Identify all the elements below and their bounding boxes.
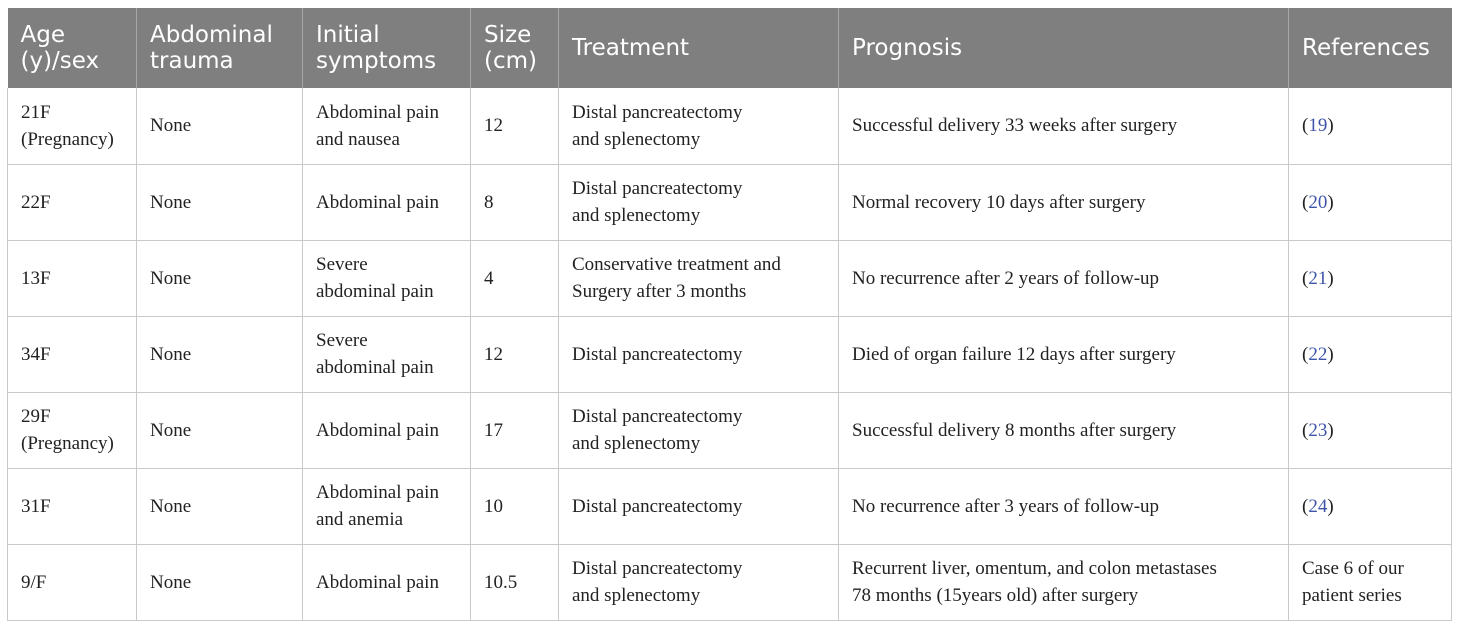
cell-initial-symptoms: Abdominal pain and nausea	[303, 88, 471, 164]
table-row	[8, 544, 1452, 620]
header-initial-symptoms: Initial symptoms	[303, 8, 471, 88]
cell-initial-symptoms: Abdominal pain	[303, 544, 471, 620]
table-header	[8, 8, 1452, 88]
cell-age-sex: 29F (Pregnancy)	[8, 392, 137, 468]
reference-link[interactable]: 20	[1308, 191, 1328, 213]
paren-open: (	[1302, 343, 1309, 365]
cell-size: 17	[471, 392, 559, 468]
reference-link[interactable]: 21	[1308, 267, 1328, 289]
cell-size: 10	[471, 468, 559, 544]
paren-close: )	[1327, 343, 1334, 365]
table-body	[8, 88, 1452, 620]
cell-age-sex: 34F	[8, 316, 137, 392]
cell-prognosis: No recurrence after 2 years of follow-up	[839, 240, 1289, 316]
table-row	[8, 88, 1452, 164]
cell-prognosis: Successful delivery 33 weeks after surgery	[839, 88, 1289, 164]
cell-prognosis: Recurrent liver, omentum, and colon metastases 78 months (15years old) after surgery	[839, 544, 1289, 620]
cell-abdominal-trauma: None	[137, 240, 303, 316]
table-row	[8, 468, 1452, 544]
reference-link[interactable]: 22	[1308, 343, 1328, 365]
cell-size: 10.5	[471, 544, 559, 620]
cell-references	[1289, 392, 1452, 468]
cell-abdominal-trauma: None	[137, 544, 303, 620]
cell-abdominal-trauma: None	[137, 392, 303, 468]
case-table	[7, 8, 1452, 621]
cell-size: 4	[471, 240, 559, 316]
cell-references	[1289, 468, 1452, 544]
cell-treatment: Conservative treatment and Surgery after 3 months	[559, 240, 839, 316]
paren-close: )	[1327, 115, 1334, 137]
cell-abdominal-trauma: None	[137, 468, 303, 544]
table-row	[8, 316, 1452, 392]
cell-age-sex: 31F	[8, 468, 137, 544]
cell-treatment: Distal pancreatectomy and splenectomy	[559, 164, 839, 240]
cell-initial-symptoms: Abdominal pain	[303, 392, 471, 468]
paren-close: )	[1327, 267, 1334, 289]
cell-abdominal-trauma: None	[137, 164, 303, 240]
cell-prognosis: Normal recovery 10 days after surgery	[839, 164, 1289, 240]
cell-size: 12	[471, 316, 559, 392]
cell-initial-symptoms: Abdominal pain	[303, 164, 471, 240]
cell-treatment: Distal pancreatectomy	[559, 316, 839, 392]
header-size: Size (cm)	[471, 8, 559, 88]
paren-open: (	[1302, 267, 1309, 289]
table-row	[8, 240, 1452, 316]
cell-age-sex: 21F (Pregnancy)	[8, 88, 137, 164]
reference-link[interactable]: 19	[1308, 115, 1328, 137]
paren-close: )	[1327, 191, 1334, 213]
cell-age-sex: 22F	[8, 164, 137, 240]
cell-initial-symptoms: Abdominal pain and anemia	[303, 468, 471, 544]
reference-link[interactable]: 23	[1308, 419, 1328, 441]
cell-size: 8	[471, 164, 559, 240]
paren-close: )	[1327, 419, 1334, 441]
cell-references	[1289, 88, 1452, 164]
header-references: References	[1289, 8, 1452, 88]
cell-prognosis: Successful delivery 8 months after surgery	[839, 392, 1289, 468]
paren-open: (	[1302, 495, 1309, 517]
cell-references	[1289, 316, 1452, 392]
cell-treatment: Distal pancreatectomy and splenectomy	[559, 392, 839, 468]
cell-references	[1289, 240, 1452, 316]
cell-age-sex: 13F	[8, 240, 137, 316]
cell-references: Case 6 of our patient series	[1289, 544, 1452, 620]
header-age-sex: Age (y)/sex	[20, 22, 100, 74]
cell-references	[1289, 164, 1452, 240]
cell-initial-symptoms: Severe abdominal pain	[303, 316, 471, 392]
cell-prognosis: Died of organ failure 12 days after surgery	[839, 316, 1289, 392]
cell-prognosis: No recurrence after 3 years of follow-up	[839, 468, 1289, 544]
cell-abdominal-trauma: None	[137, 88, 303, 164]
table-row	[8, 164, 1452, 240]
cell-treatment: Distal pancreatectomy	[559, 468, 839, 544]
cell-age-sex: 9/F	[8, 544, 137, 620]
reference-link[interactable]: 24	[1308, 495, 1328, 517]
paren-open: (	[1302, 191, 1309, 213]
cell-abdominal-trauma: None	[137, 316, 303, 392]
cell-initial-symptoms: Severe abdominal pain	[303, 240, 471, 316]
cell-treatment: Distal pancreatectomy and splenectomy	[559, 544, 839, 620]
header-prognosis: Prognosis	[839, 8, 1289, 88]
cell-size: 12	[471, 88, 559, 164]
paren-open: (	[1302, 419, 1309, 441]
cell-treatment: Distal pancreatectomy and splenectomy	[559, 88, 839, 164]
paren-close: )	[1327, 495, 1334, 517]
paren-open: (	[1302, 115, 1309, 137]
table-row	[8, 392, 1452, 468]
header-row	[8, 8, 1452, 88]
header-treatment: Treatment	[559, 8, 839, 88]
header-abdominal-trauma: Abdominal trauma	[137, 8, 303, 88]
